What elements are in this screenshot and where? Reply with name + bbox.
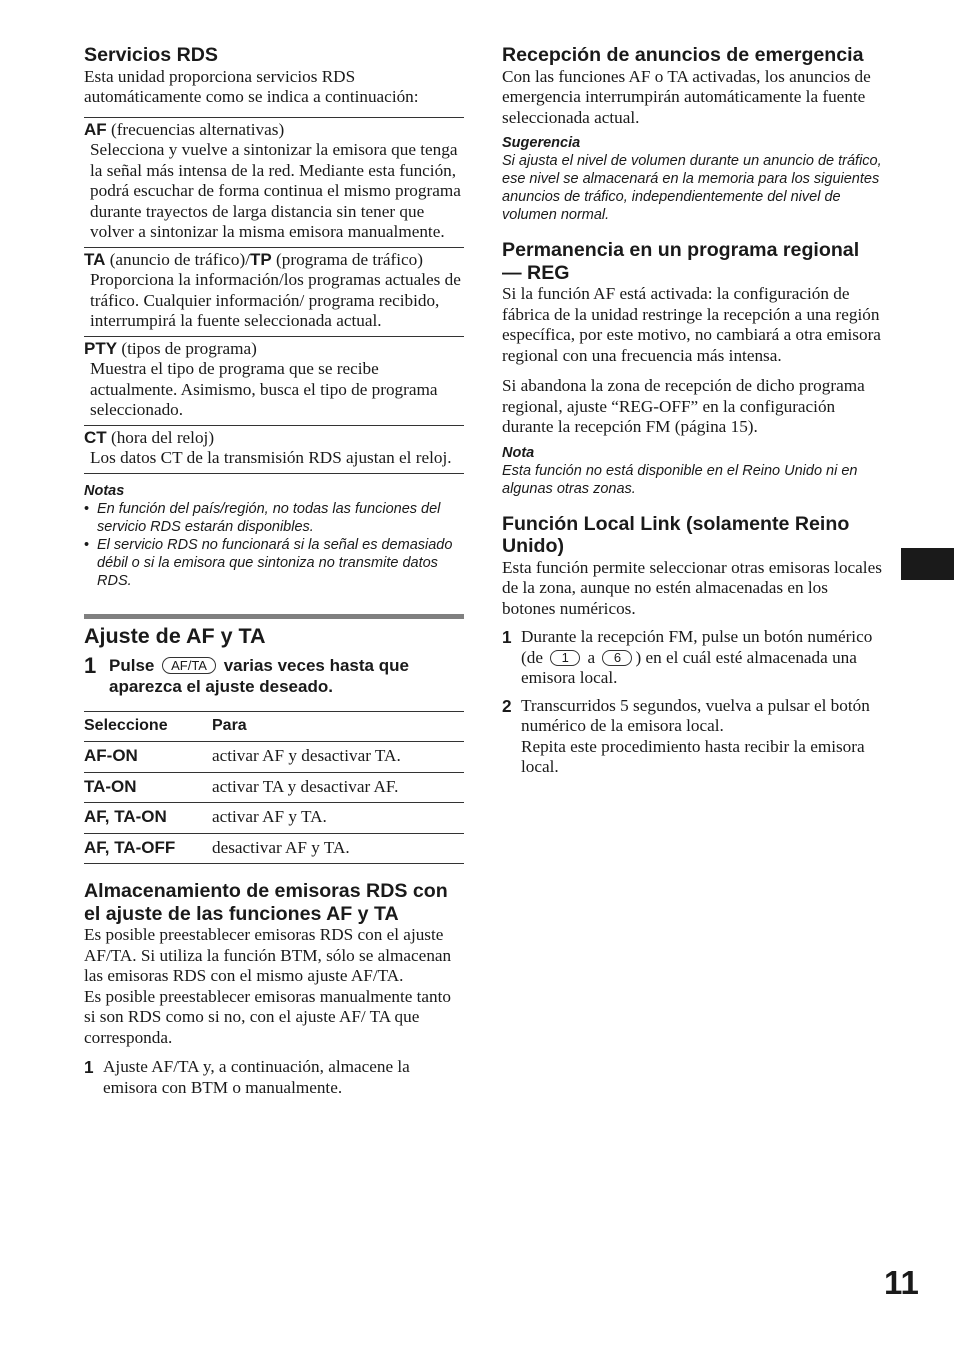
rds-item-af <box>84 118 464 248</box>
step-text-pre: Pulse <box>109 655 155 675</box>
rds-term-detail: (frecuencias alternativas) <box>106 119 285 139</box>
rds-term-detail: (programa de tráfico) <box>271 249 423 269</box>
section-tab-marker <box>901 548 954 580</box>
rds-item-term-line <box>84 120 464 141</box>
step-text-post: varias veces hasta que aparezca el ajuste deseado. <box>109 655 409 696</box>
note-heading: Nota <box>502 444 535 461</box>
rds-item-term-line <box>84 428 464 449</box>
rds-item-ct <box>84 426 464 474</box>
table-cell: activar TA y desactivar AF. <box>212 772 464 803</box>
step-text-main: Transcurridos 5 segundos, vuelva a pulsar el botón numérico de la emisora local. <box>521 695 870 735</box>
step-text <box>521 696 882 778</box>
step-text-post: ) en el cuál esté almacenada una emisora local. <box>521 647 857 687</box>
rds-services-list <box>84 117 464 474</box>
table-row <box>84 833 464 864</box>
reg-note <box>502 444 882 498</box>
table-row <box>84 772 464 803</box>
section-divider <box>84 614 464 619</box>
table-row <box>84 742 464 773</box>
local-step-2 <box>502 696 882 778</box>
step-text: Ajuste AF/TA y, a continuación, almacene la emisora con BTM o manualmente. <box>103 1057 410 1097</box>
tip-box <box>502 134 882 224</box>
rds-item-term-line <box>84 339 464 360</box>
rds-services-heading: Servicios RDS <box>84 44 218 66</box>
af-ta-heading: Ajuste de AF y TA <box>84 623 266 648</box>
rds-notes <box>84 482 464 590</box>
table-row <box>84 803 464 834</box>
note-text: En función del país/región, no todas las funciones del servicio RDS estarán disponibles. <box>97 500 441 535</box>
note-text: Esta función no está disponible en el Reino Unido ni en algunas otras zonas. <box>502 462 858 497</box>
rds-item-desc: Muestra el tipo de programa que se recibe actualmente. Asimismo, busca el tipo de programa seleccionado. <box>90 359 438 419</box>
step-text <box>109 655 464 697</box>
table-cell: desactivar AF y TA. <box>212 833 464 864</box>
af-ta-table <box>84 711 464 865</box>
number-1-button-icon: 1 <box>550 650 580 666</box>
step-text <box>521 627 882 689</box>
step-text-sub: Repita este procedimiento hasta recibir la emisora local. <box>521 736 865 776</box>
rds-term-2: TP <box>250 249 272 269</box>
reg-paragraph-2: Si abandona la zona de recepción de dicho programa regional, ajuste “REG-OFF” en la configuración durante la recepción FM (página 15). <box>502 376 865 436</box>
rds-term: AF <box>84 119 107 139</box>
rds-item-pty <box>84 337 464 426</box>
reg-paragraph-1: Si la función AF está activada: la configuración de fábrica de la unidad restringe la recepción a una región específica, por este motivo, no cambiará a otra emisora regional con una frecuencia más intensa. <box>502 284 881 365</box>
store-stations-heading: Almacenamiento de emisoras RDS con el ajuste de las funciones AF y TA <box>84 880 448 925</box>
note-item <box>84 500 464 536</box>
page-number: 11 <box>884 1264 919 1301</box>
store-paragraph-2: Es posible preestablecer emisoras manualmente tanto si son RDS como si no, con el ajuste AF/ TA que corresponda. <box>84 986 452 1047</box>
rds-term: CT <box>84 427 107 447</box>
right-column <box>502 44 882 778</box>
rds-term-detail: (anuncio de tráfico)/ <box>105 249 250 269</box>
note-item <box>84 536 464 590</box>
rds-term: TA <box>84 249 106 269</box>
store-step <box>84 1057 464 1098</box>
rds-item-desc: Proporciona la información/los programas actuales de tráfico. Cualquier información/ programa recibido, interrumpirá la fuente seleccionada actual. <box>90 270 461 330</box>
step-number: 1 <box>84 1057 94 1077</box>
note-text: El servicio RDS no funcionará si la señal es demasiado débil o si la emisora que sintoniza no transmite datos RDS. <box>97 536 453 589</box>
local-step-1 <box>502 627 882 689</box>
table-header-row <box>84 711 464 742</box>
reg-heading: Permanencia en un programa regional — REG <box>502 239 860 284</box>
af-ta-step <box>84 652 464 697</box>
step-text-mid: a <box>587 647 596 667</box>
step-text-pre: Durante la recepción FM, pulse un botón numérico (de <box>521 627 873 667</box>
table-cell: AF, TA-ON <box>84 803 212 834</box>
notes-heading: Notas <box>84 482 125 499</box>
af-ta-button-icon: AF/TA <box>162 657 216 674</box>
rds-item-ta-tp <box>84 248 464 337</box>
rds-term: PTY <box>84 338 118 358</box>
store-paragraph-1: Es posible preestablecer emisoras RDS con el ajuste AF/TA. Si utiliza la función BTM, sólo se almacenan las emisoras RDS con el mismo ajuste AF/TA. <box>84 925 452 985</box>
step-number: 2 <box>502 695 512 716</box>
left-column <box>84 44 464 1098</box>
table-cell: TA-ON <box>84 772 212 803</box>
number-6-button-icon: 6 <box>602 650 632 666</box>
tip-text: Si ajusta el nivel de volumen durante un anuncio de tráfico, ese nivel se almacenará en la memoria para los siguientes anuncios de tráfico, independientemente del nivel de volumen normal. <box>502 153 882 223</box>
table-header: Seleccione <box>84 711 212 742</box>
rds-intro: Esta unidad proporciona servicios RDS automáticamente como se indica a continuación: <box>84 66 419 106</box>
table-header: Para <box>212 711 464 742</box>
rds-item-desc: Selecciona y vuelve a sintonizar la emisora que tenga la señal más intensa de la red. Mediante esta función, podrá escuchar de forma continua el mismo programa durante trayectos de larga distancia sin tener que volver a sintonizar la misma emisora manualmente. <box>90 140 461 241</box>
tip-heading: Sugerencia <box>502 135 581 151</box>
step-number: 1 <box>502 627 512 647</box>
local-link-heading: Función Local Link (solamente Reino Unido) <box>502 512 850 557</box>
bullet-icon: • <box>84 500 90 517</box>
emergency-heading: Recepción de anuncios de emergencia <box>502 44 864 66</box>
table-cell: AF-ON <box>84 742 212 773</box>
table-cell: activar AF y TA. <box>212 803 464 834</box>
bullet-icon: • <box>84 536 90 553</box>
rds-item-term-line <box>84 250 464 271</box>
table-cell: AF, TA-OFF <box>84 833 212 864</box>
rds-term-detail: (hora del reloj) <box>106 427 215 447</box>
emergency-text: Con las funciones AF o TA activadas, los anuncios de emergencia interrumpirán automáticamente la fuente seleccionada actual. <box>502 66 871 127</box>
rds-term-detail: (tipos de programa) <box>117 338 257 358</box>
local-link-intro: Esta función permite seleccionar otras emisoras locales de la zona, aunque no estén almacenadas en los botones numéricos. <box>502 557 882 618</box>
step-number: 1 <box>84 652 97 678</box>
table-cell: activar AF y desactivar TA. <box>212 742 464 773</box>
rds-item-desc: Los datos CT de la transmisión RDS ajustan el reloj. <box>90 448 452 467</box>
